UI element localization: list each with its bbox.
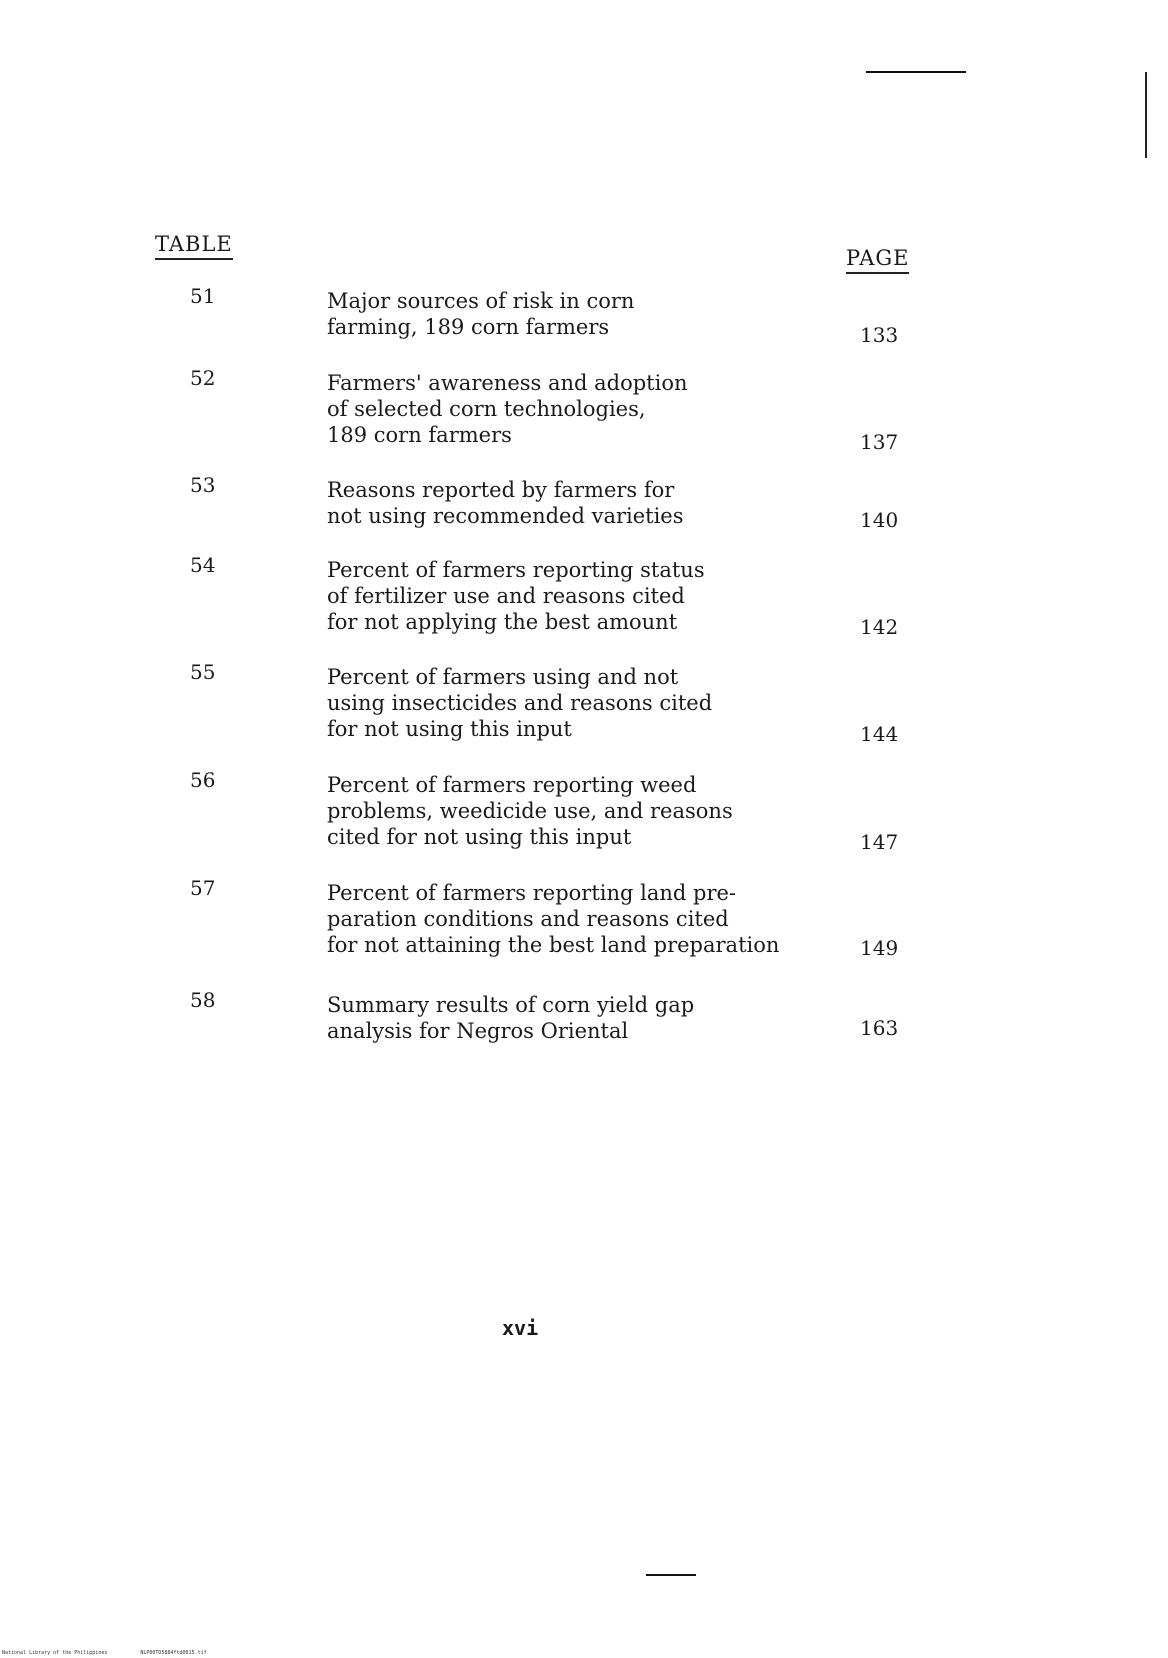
table-title: Percent of farmers reporting status of fertilizer use and reasons cited for not applying the best amount <box>327 558 705 634</box>
scan-footer <box>2 1650 237 1656</box>
library-label: National Library of the Philippines <box>2 1650 108 1656</box>
page-number: 144 <box>860 722 899 746</box>
table-number: 55 <box>190 660 216 684</box>
table-number: 52 <box>190 366 216 390</box>
page-number: 137 <box>860 430 899 454</box>
bottom-rule <box>646 1574 696 1576</box>
table-number: 57 <box>190 876 216 900</box>
table-title: Percent of farmers reporting weed problems, weedicide use, and reasons cited for not using this input <box>327 773 733 849</box>
page-number: 149 <box>860 936 899 960</box>
page-number: 142 <box>860 615 899 639</box>
table-number: 54 <box>190 553 216 577</box>
table-number: 58 <box>190 988 216 1012</box>
table-title: Farmers' awareness and adoption of selected corn technologies, 189 corn farmers <box>327 371 688 447</box>
table-title: Summary results of corn yield gap analysis for Negros Oriental <box>327 993 695 1043</box>
page-number: 140 <box>860 508 899 532</box>
table-title: Percent of farmers using and not using insecticides and reasons cited for not using this input <box>327 665 713 741</box>
table-number: 56 <box>190 768 216 792</box>
table-title: Reasons reported by farmers for not using recommended varieties <box>327 478 684 528</box>
top-rule <box>866 71 966 73</box>
page-folio: xvi <box>502 1316 539 1340</box>
table-number: 53 <box>190 473 216 497</box>
table-column-header: TABLE <box>155 232 233 260</box>
table-number: 51 <box>190 284 216 308</box>
file-label: NLP00TD5884ftd0015.tif <box>140 1650 207 1656</box>
page-number: 133 <box>860 323 899 347</box>
page-number: 147 <box>860 830 899 854</box>
scan-edge-mark <box>1145 72 1147 158</box>
page-number: 163 <box>860 1016 899 1040</box>
table-title: Major sources of risk in corn farming, 189 corn farmers <box>327 289 635 339</box>
table-title: Percent of farmers reporting land pre- paration conditions and reasons cited for not attaining the best land preparation <box>327 881 780 957</box>
page-column-header: PAGE <box>846 246 909 274</box>
